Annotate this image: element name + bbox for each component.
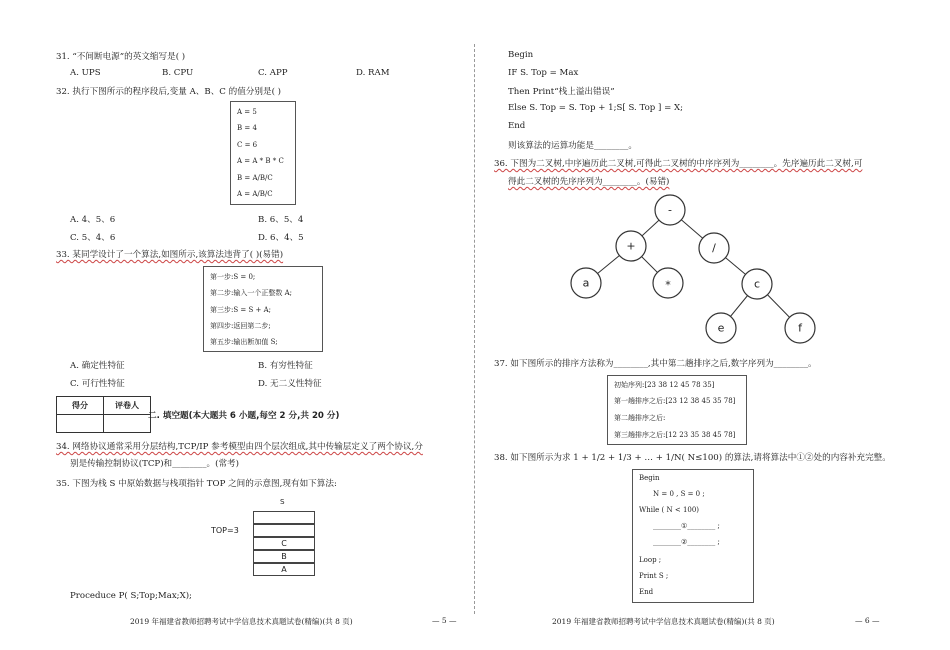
q33-steps-box [203,266,323,352]
algo-line: Then Print“栈上溢出错误” [508,87,615,97]
left-footer-title: 2019 年福建省教师招聘考试中学信息技术真题试卷(精编)(共 8 页) [130,617,353,626]
q32-code-line: A = 5 [237,108,257,116]
q33-step: 第四步:返回第二步; [210,322,271,330]
q33-stem: 33. 某同学设计了一个算法,如图所示,该算法违背了( )(易错) [56,250,284,260]
q38-blank-1: ________①________ ; [653,522,720,530]
tree-node-minus [655,195,685,225]
q33-step: 第五步:输出断加值 S; [210,338,278,346]
svg-text:-: - [668,203,672,217]
q33-option-d: D. 无二义性特征 [258,379,322,389]
q32-option-c: C. 5、4、6 [70,233,116,243]
score-cell [57,415,104,433]
sort-row: 第一趟排序之后:[23 12 38 45 35 78] [614,397,736,405]
q38-code-box [632,469,754,603]
q38-code-line: Begin [639,474,660,482]
q31-option-d: D. RAM [356,68,390,78]
q38-blank-2: ________②________ ; [653,538,720,546]
q37-sort-box [607,375,747,445]
tree-node-star [653,268,683,298]
algo-line: Else S. Top = S. Top + 1;S[ S. Top ] = X; [508,103,684,113]
svg-text:f: f [798,321,802,335]
tree-node-divide [699,233,729,263]
q38-code-line: N = 0 , S = 0 ; [653,490,705,498]
grader-cell [104,415,151,433]
stack-label: S [280,497,285,506]
algo-line: Begin [508,50,534,60]
q31-option-a: A. UPS [70,68,101,78]
right-footer-title: 2019 年福建省教师招聘考试中学信息技术真题试卷(精编)(共 8 页) [552,617,775,626]
algo-line: IF S. Top = Max [508,68,579,78]
q32-code-line: A = A * B * C [237,157,284,165]
q38-code-line: End [639,588,654,596]
q32-code-line: B = 4 [237,124,257,132]
q38-code-line: Print S ; [639,572,669,580]
svg-text:a: a [582,276,590,290]
q32-option-a: A. 4、5、6 [70,215,116,225]
page-divider [474,44,475,614]
tree-node-c [742,269,772,299]
q32-code-box [230,101,296,205]
tree-node-a [571,268,601,298]
q32-stem: 32. 执行下图所示的程序段后,变量 A、B、C 的值分别是( ) [56,87,282,97]
svg-text:+: + [626,239,636,253]
svg-text:c: c [753,277,761,291]
score-table [56,396,151,433]
q37-stem: 37. 如下图所示的排序方法称为________,其中第二趟排序之后,数字序列为________。 [494,359,817,369]
q33-option-b: B. 有穷性特征 [258,361,313,371]
svg-text:*: * [665,278,671,292]
q32-code-line: A = A/B/C [237,190,273,198]
q33-step: 第一步:S = 0; [210,273,256,281]
q38-stem: 38. 如下图所示为求 1 + 1/2 + 1/3 + … + 1/N( N≤100) 的算法,请将算法中①②处的内容补充完整。 [494,453,891,463]
q33-step: 第三步:S = S + A; [210,306,271,314]
binary-tree-diagram [560,190,830,355]
svg-text:/: / [712,241,716,255]
q31-option-c: C. APP [258,68,288,78]
q35-procedure: Proceduce P( S;Top;Max;X); [70,591,192,601]
q38-code-line: While ( N < 100) [639,506,700,514]
sort-row: 初始序列:[23 38 12 45 78 35] [614,381,715,389]
stack-cell: C [253,537,315,550]
q32-option-b: B. 6、5、4 [258,215,304,225]
q33-option-a: A. 确定性特征 [70,361,125,371]
svg-text:e: e [717,321,725,335]
q34-line1: 34. 网络协议通常采用分层结构,TCP/IP 参考模型由四个层次组成,其中传输层定义了两个协议,分 [56,442,423,452]
q31-option-b: B. CPU [162,68,194,78]
q38-code-line: Loop ; [639,556,662,564]
stack-cell: B [253,550,315,563]
q32-option-d: D. 6、4、5 [258,233,304,243]
sort-row: 第三趟排序之后:[12 23 35 38 45 78] [614,431,736,439]
q36-line1: 36. 下图为二叉树,中序遍历此二叉树,可得此二叉树的中序序列为________。先序遍历此二叉树,可 [494,159,863,169]
stack-cell: A [253,563,315,576]
algo-question: 则该算法的运算功能是________。 [508,141,637,151]
grader-header: 评卷人 [104,397,151,415]
stack-cell [253,524,315,537]
left-page-number: — 5 — [432,616,457,625]
sort-row: 第二趟排序之后: [614,414,666,422]
tree-node-f [785,313,815,343]
q33-step: 第二步:输入一个正整数 A; [210,289,292,297]
q35-stem: 35. 下图为栈 S 中原始数据与栈项指针 TOP 之间的示意图,现有如下算法: [56,479,337,489]
q32-code-line: B = A/B/C [237,174,273,182]
q31-stem: 31. “不间断电源”的英文缩写是( ) [56,52,186,62]
q33-option-c: C. 可行性特征 [70,379,125,389]
q32-code-line: C = 6 [237,141,258,149]
section-title: 二. 填空题(本大题共 6 小题,每空 2 分,共 20 分) [148,411,340,421]
q36-line2: 得此二叉树的先序序列为________。(易错) [508,177,670,187]
right-page-number: — 6 — [855,616,880,625]
top-pointer-label: TOP=3 [211,526,239,535]
stack-cell [253,511,315,524]
algo-line: End [508,121,526,131]
score-header: 得分 [57,397,104,415]
tree-node-e [706,313,736,343]
tree-node-plus [616,231,646,261]
q34-line2: 别是传输控制协议(TCP)和________。(常考) [70,459,240,469]
